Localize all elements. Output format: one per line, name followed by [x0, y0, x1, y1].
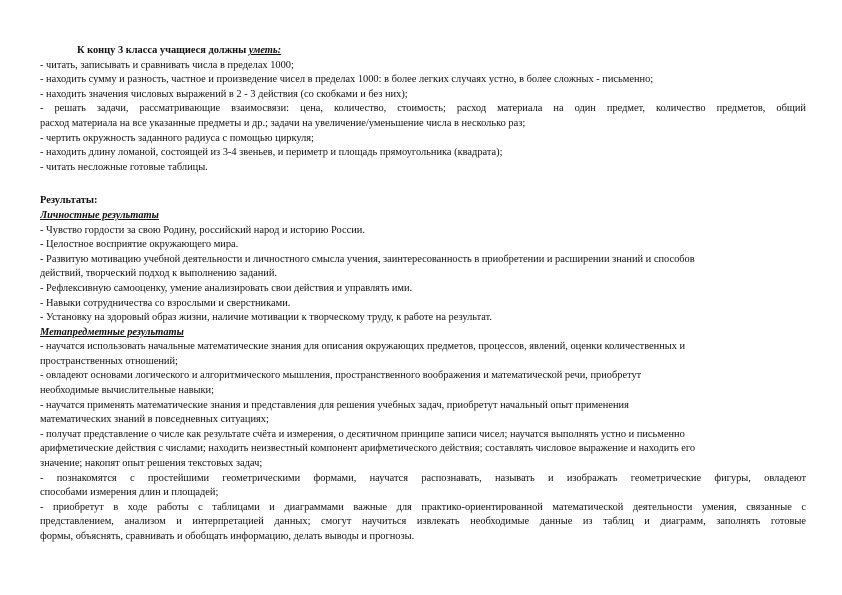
meta-result-item: - познакомятся с простейшими геометрическими формами, научатся распознавать, называть и изображать геометрические фигуры, овладеют	[40, 472, 806, 484]
personal-result-item: - Целостное восприятие окружающего мира.	[40, 239, 239, 251]
meta-result-item: значение; накопят опыт решения текстовых задач;	[40, 458, 263, 470]
personal-result-item: действий, творческий подход к выполнению заданий.	[40, 268, 278, 280]
meta-result-item: математических знаний в повседневных ситуациях;	[40, 414, 269, 426]
meta-result-item: - приобретут в ходе работы с таблицами и диаграммами важные для практико-ориентированной математической деятельности умения, связанные с	[40, 501, 806, 513]
meta-results-title: Метапредметные результаты	[40, 326, 184, 338]
personal-result-item: - Навыки сотрудничества со взрослыми и сверстниками.	[40, 297, 291, 309]
meta-result-item: - овладеют основами логического и алгоритмического мышления, пространственного воображения и математической речи, приобретут	[40, 370, 642, 382]
meta-result-item: - научатся использовать начальные математические знания для описания окружающих предметов, процессов, явлений, оценки количественных и	[40, 341, 686, 353]
section-spacer	[40, 175, 806, 194]
results-title: Результаты:	[40, 195, 98, 207]
meta-result-item: пространственных отношений;	[40, 355, 178, 367]
personal-results-title: Личностные результаты	[40, 209, 159, 221]
meta-result-item: способами измерения длин и площадей;	[40, 487, 219, 499]
personal-result-item: - Развитую мотивацию учебной деятельности и личностного смысла учения, заинтересованность в приобретении и расширении знаний и способов	[40, 253, 695, 265]
meta-result-item: - научатся применять математические знания и представления для решения учебных задач, приобретут начальный опыт применения	[40, 399, 629, 411]
meta-result-item: представлением, анализом и интерпретацией данных; смогут научиться извлекать необходимые данные из таблиц и диаграмм, заполнять готовые	[40, 516, 806, 528]
skills-heading-prefix: К концу 3 класса учащиеся должны	[77, 45, 249, 56]
meta-result-item: необходимые вычислительные навыки;	[40, 385, 214, 397]
personal-result-item: - Рефлексивную самооценку, умение анализировать свои действия и управлять ими.	[40, 282, 413, 294]
skill-item: - читать, записывать и сравнивать числа в пределах 1000;	[40, 59, 294, 71]
skill-item: - читать несложные готовые таблицы.	[40, 161, 208, 173]
skill-item: - чертить окружность заданного радиуса с помощью циркуля;	[40, 132, 314, 144]
meta-result-item: формы, объяснять, сравнивать и обобщать информацию, делать выводы и прогнозы.	[40, 531, 415, 542]
skills-heading	[40, 44, 806, 59]
skill-item: - находить сумму и разность, частное и произведение чисел в пределах 1000: в более легких случаях устно, в более сложных - письменно;	[40, 74, 654, 86]
skill-item: - решать задачи, рассматривающие взаимосвязи: цена, количество, стоимость; расход материала на один предмет, количество предметов, общий	[40, 103, 806, 115]
meta-result-item: арифметические действия с числами; находить неизвестный компонент арифметического действия; составлять числовое выражение и находить его	[40, 443, 696, 455]
meta-result-item: - получат представление о числе как результате счёта и измерения, о десятичном принципе записи чисел; научатся выполнять устно и письменно	[40, 428, 685, 440]
personal-result-item: - Чувство гордости за свою Родину, российский народ и историю России.	[40, 224, 365, 236]
skill-item: расход материала на все указанные предметы и др.; задачи на увеличение/уменьшение числа в несколько раз;	[40, 117, 526, 129]
skills-heading-emphasis: уметь:	[248, 45, 282, 56]
skill-item: - находить значения числовых выражений в 2 - 3 действия (со скобками и без них);	[40, 88, 408, 100]
skill-item: - находить длину ломаной, состоящей из 3-4 звеньев, и периметр и площадь прямоугольника (квадрата);	[40, 147, 503, 159]
personal-result-item: - Установку на здоровый образ жизни, наличие мотивации к творческому труду, к работе на результат.	[40, 312, 492, 324]
document-page	[40, 44, 806, 545]
